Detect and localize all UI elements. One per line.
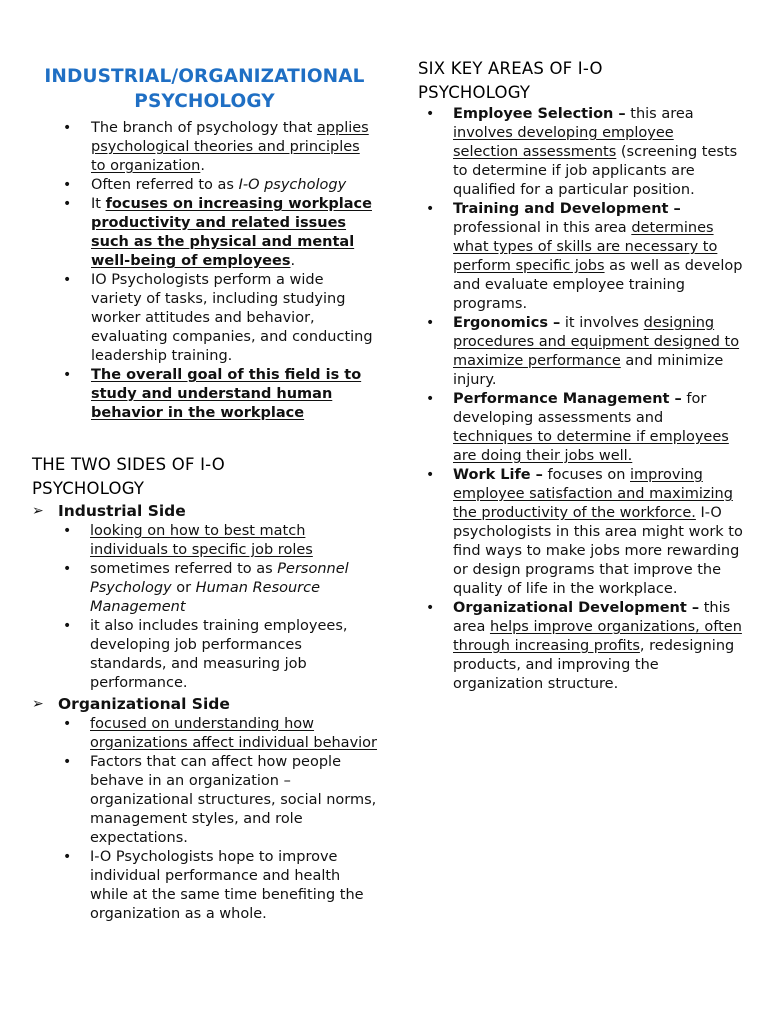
six-key-areas-heading: SIX KEY AREAS OF I-O PSYCHOLOGY bbox=[418, 59, 603, 102]
bullet-icon: • bbox=[426, 391, 435, 407]
title-line-2: PSYCHOLOGY bbox=[134, 91, 275, 112]
list-item: • Factors that can affect how people behave in an organization – organizational structures, social norms, management styles, and role expectations. bbox=[63, 754, 377, 846]
two-sides-heading: THE TWO SIDES OF I-O PSYCHOLOGY bbox=[32, 455, 225, 498]
bullet-icon: • bbox=[426, 201, 435, 217]
list-item: • sometimes referred to as Personnel Psychology or Human Resource Management bbox=[63, 561, 349, 615]
industrial-bullet-list bbox=[32, 522, 377, 693]
bullet-icon: • bbox=[63, 272, 72, 288]
industrial-side-heading: ➢ Industrial Side bbox=[32, 502, 186, 520]
bullet-icon: • bbox=[63, 367, 72, 383]
list-item: • The overall goal of this field is to study and understand human behavior in the workplace bbox=[63, 367, 362, 421]
list-item: • focused on understanding how organizations affect individual behavior bbox=[63, 716, 378, 751]
organizational-side-heading: ➢ Organizational Side bbox=[32, 695, 230, 713]
bullet-icon: • bbox=[63, 120, 72, 136]
intro-bullet-list bbox=[32, 119, 377, 423]
bullet-icon: • bbox=[63, 196, 72, 212]
list-item: • I-O Psychologists hope to improve individual performance and health while at the same time benefiting the organization as a whole. bbox=[63, 849, 364, 922]
title-line-1: INDUSTRIAL/ORGANIZATIONAL bbox=[44, 66, 365, 87]
bullet-icon: • bbox=[63, 523, 72, 539]
bullet-icon: • bbox=[426, 315, 435, 331]
list-item: • It focuses on increasing workplace productivity and related issues such as the physical and mental well-being of employees. bbox=[63, 196, 372, 269]
arrow-bullet-icon: ➢ bbox=[32, 696, 44, 712]
list-item: • IO Psychologists perform a wide variety of tasks, including studying worker attitudes and behavior, evaluating companies, and conducting leadership training. bbox=[63, 272, 373, 364]
organizational-bullet-list bbox=[32, 715, 377, 924]
list-item: • it also includes training employees, developing job performances standards, and measuring job performance. bbox=[63, 618, 348, 691]
bullet-icon: • bbox=[426, 467, 435, 483]
bullet-icon: • bbox=[63, 561, 72, 577]
list-item: • Performance Management – for developing assessments and techniques to determine if employees are doing their jobs well. bbox=[426, 391, 729, 464]
right-column bbox=[418, 57, 743, 694]
list-item: • The branch of psychology that applies psychological theories and principles to organization. bbox=[63, 120, 369, 174]
page-title bbox=[32, 64, 377, 114]
bullet-icon: • bbox=[63, 177, 72, 193]
bullet-icon: • bbox=[426, 106, 435, 122]
bullet-icon: • bbox=[63, 716, 72, 732]
left-column bbox=[32, 64, 377, 924]
bullet-icon: • bbox=[63, 618, 72, 634]
list-item: • Work Life – focuses on improving employee satisfaction and maximizing the productivity of the workforce. I-O psychologists in this area might work to find ways to make jobs more rewarding or design programs that improve the quality of life in the workplace. bbox=[426, 467, 743, 597]
list-item: • Employee Selection – this area involves developing employee selection assessments (screening tests to determine if job applicants are qualified for a particular position. bbox=[426, 106, 738, 198]
bullet-icon: • bbox=[426, 600, 435, 616]
list-item: • Training and Development – professional in this area determines what types of skills are necessary to perform specific jobs as well as develop and evaluate employee training programs. bbox=[426, 201, 743, 312]
bullet-icon: • bbox=[63, 754, 72, 770]
arrow-bullet-icon: ➢ bbox=[32, 503, 44, 519]
list-item: • Often referred to as I-O psychology bbox=[63, 177, 347, 193]
list-item: • looking on how to best match individuals to specific job roles bbox=[63, 523, 313, 558]
list-item: • Ergonomics – it involves designing procedures and equipment designed to maximize performance and minimize injury. bbox=[426, 315, 740, 388]
key-areas-list bbox=[418, 105, 743, 694]
bullet-icon: • bbox=[63, 849, 72, 865]
list-item: • Organizational Development – this area helps improve organizations, often through increasing profits, redesigning products, and improving the organization structure. bbox=[426, 600, 742, 692]
